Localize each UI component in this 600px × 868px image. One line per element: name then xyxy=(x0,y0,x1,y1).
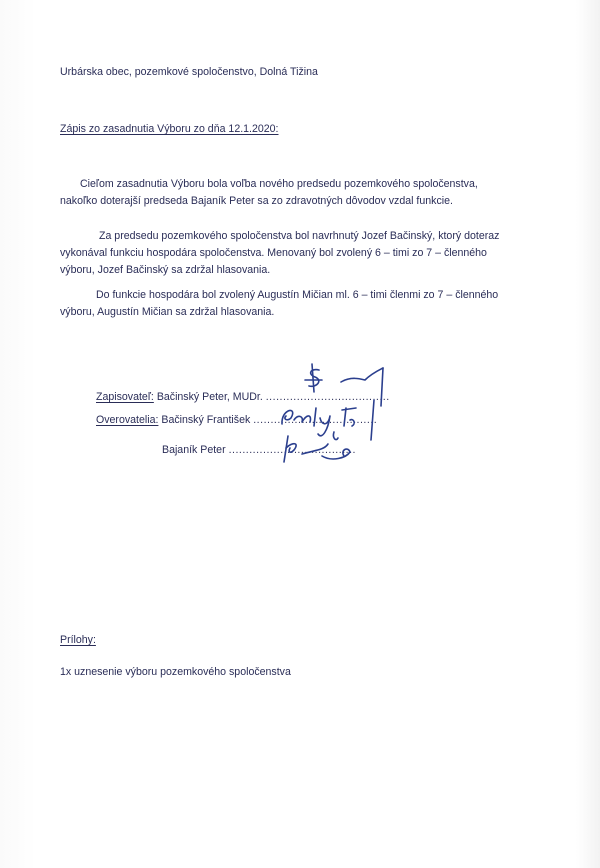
verifier-1-name: Bačinský František xyxy=(161,414,251,426)
paragraph-2-line-2: vykonával funkciu hospodára spoločenstva. Menovaný bol zvolený 6 – timi zo 7 – členného xyxy=(60,247,487,259)
verifiers-label: Overovatelia: xyxy=(96,414,159,426)
paragraph-3-line-1: Do funkcie hospodára bol zvolený Augustín Mičian ml. 6 – timi členmi zo 7 – členného xyxy=(96,289,499,301)
verifier-2-signature-line: ..................................... xyxy=(228,444,356,456)
attachments-heading: Prílohy: xyxy=(60,634,96,646)
paragraph-1-line-1: Cieľom zasadnutia Výboru bola voľba nového predsedu pozemkového spoločenstva, xyxy=(80,178,478,190)
verifier-2-signature xyxy=(276,428,366,468)
paragraph-2-line-1: Za predsedu pozemkového spoločenstva bol navrhnutý Jozef Bačinský, ktorý doteraz xyxy=(99,230,500,242)
recorder-label: Zapisovateľ: xyxy=(96,391,154,403)
verifier-2-name: Bajaník Peter xyxy=(162,444,226,456)
recorder-name: Bačinský Peter, MUDr. xyxy=(156,391,263,403)
paragraph-3-line-2: výboru, Augustín Mičian sa zdržal hlasovania. xyxy=(60,306,275,318)
document-title: Zápis zo zasadnutia Výboru zo dňa 12.1.2020: xyxy=(60,123,279,135)
recorder-signature-line: .................................... xyxy=(265,391,390,403)
verifier-1-signature-line: .................................... xyxy=(253,414,378,426)
organization-header: Urbárska obec, pozemkové spoločenstvo, Dolná Tižina xyxy=(60,66,318,78)
attachment-item: 1x uznesenie výboru pozemkového spoločenstva xyxy=(60,666,291,678)
paragraph-2-line-3: výboru, Jozef Bačinský sa zdržal hlasovania. xyxy=(60,264,271,276)
paragraph-1-line-2: nakoľko doterajší predseda Bajaník Peter sa zo zdravotných dôvodov vzdal funkcie. xyxy=(60,195,453,207)
